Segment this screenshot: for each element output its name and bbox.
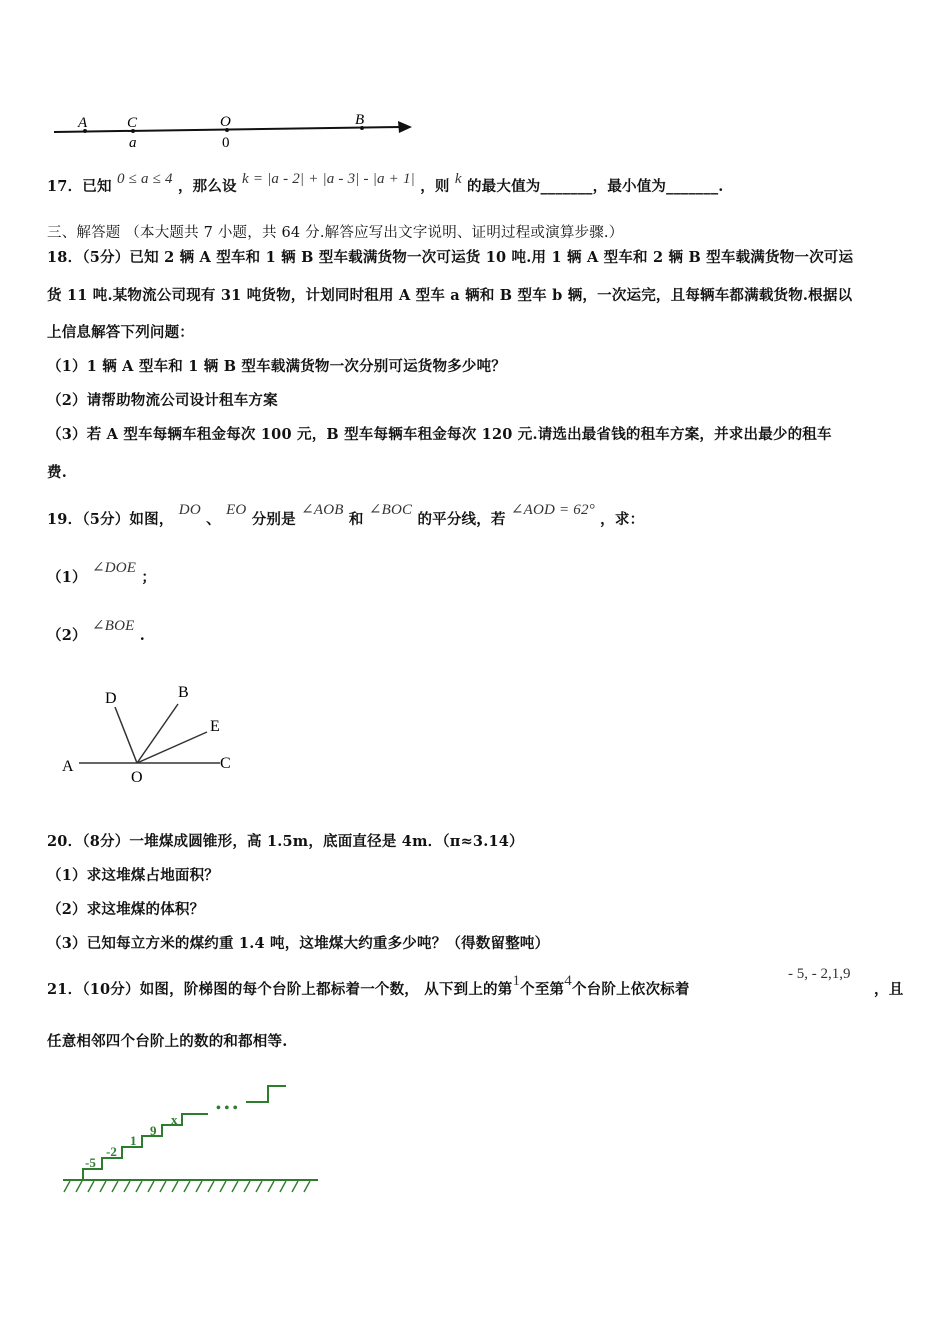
q21-line2: 任意相邻四个台阶上的数的和都相等. — [47, 1033, 288, 1050]
q19-aob: ∠AOB — [301, 502, 344, 518]
q18-part3: （3）若 A 型车每辆车租金每次 100 元，B 型车每辆车租金每次 120 元.请选出最省钱的租车方案，并求出最少的租车 — [47, 426, 832, 443]
stair-steps — [83, 1114, 208, 1180]
label-a: A — [78, 115, 88, 131]
q19-text5: ，求： — [600, 511, 645, 528]
q19-part2-end: . — [139, 627, 145, 644]
ground-hatching — [64, 1181, 310, 1192]
q19-sep: 、 — [206, 511, 221, 528]
step-label-4: 9 — [150, 1123, 157, 1138]
label-b: B — [355, 112, 365, 128]
number-line-arrow — [398, 121, 412, 133]
fig-label-d: D — [105, 690, 117, 707]
question-19 — [47, 502, 645, 529]
stair-top — [246, 1086, 286, 1102]
stairs-figure — [58, 1080, 323, 1198]
q20-line1: 20．（8分）一堆煤成圆锥形，高 1.5m，底面直径是 4m．（π≈3.14） — [47, 833, 524, 850]
label-c: C — [127, 115, 138, 131]
q19-part2-math: ∠BOE — [91, 618, 135, 634]
q17-text2: ，那么设 — [177, 178, 237, 195]
step-label-3: 1 — [130, 1133, 137, 1148]
q19-text2: 分别是 — [251, 511, 296, 528]
q18-line1: 18．（5分）已知 2 辆 A 型车和 1 辆 B 型车载满货物一次可运货 10 吨.用 1 辆 A 型车和 2 辆 B 型车载满货物一次可运 — [47, 249, 854, 266]
q19-part2-label: （2） — [47, 627, 87, 644]
label-o: O — [220, 114, 231, 130]
q21-n4: 4 — [564, 973, 572, 989]
step-dots: • • • — [216, 1101, 238, 1116]
q17-k: k — [454, 171, 462, 187]
fig-label-a: A — [62, 758, 74, 775]
step-label-1: -5 — [85, 1155, 96, 1170]
q20-part1: （1）求这堆煤占地面积？ — [47, 867, 219, 884]
question-17 — [47, 171, 724, 196]
q21-text2: 个至第 — [520, 981, 565, 998]
label-sub-a: a — [129, 135, 137, 151]
q19-eo: EO — [226, 502, 247, 518]
q19-boc: ∠BOC — [368, 502, 413, 518]
ray-od — [115, 707, 137, 763]
q19-text1: 19．（5分）如图， — [47, 511, 174, 528]
q18-line3: 上信息解答下列问题： — [47, 324, 194, 341]
q19-part1-end: ； — [141, 569, 157, 586]
q21-sequence: - 5, - 2,1,9 — [788, 966, 851, 982]
q21-text4: ，且 — [874, 981, 904, 998]
q18-line2: 货 11 吨.某物流公司现有 31 吨货物，计划同时租用 A 型车 a 辆和 B 型车 b 辆，一次运完，且每辆车都满载货物.根据以 — [47, 287, 853, 304]
fig-label-o: O — [131, 769, 143, 786]
q20-part2: （2）求这堆煤的体积？ — [47, 901, 205, 918]
q21-n1: 1 — [512, 973, 521, 989]
q20-part3: （3）已知每立方米的煤约重 1.4 吨，这堆煤大约重多少吨？（得数留整吨） — [47, 935, 550, 952]
q19-part1-label: （1） — [47, 569, 87, 586]
fig-label-e: E — [210, 718, 220, 735]
q18-part3-end: 费. — [47, 464, 67, 481]
section-3-heading: 三、解答题 （本大题共 7 小题，共 64 分.解答应写出文字说明、证明过程或演算步骤.） — [47, 225, 624, 241]
q17-condition: 0 ≤ a ≤ 4 — [116, 171, 173, 187]
label-sub-o: 0 — [222, 135, 230, 151]
q17-expression: k = |a - 2| + |a - 3| - |a + 1| — [242, 171, 415, 187]
q17-text3: ，则 — [420, 178, 450, 195]
angle-figure — [55, 680, 255, 790]
step-label-2: -2 — [106, 1144, 117, 1159]
q21-text1: 21．（10分）如图，阶梯图的每个台阶上都标着一个数， 从下到上的第 — [47, 981, 513, 998]
q17-prefix: 17．已知 — [47, 178, 112, 195]
q19-part1-math: ∠DOE — [91, 560, 137, 576]
q19-part1 — [47, 560, 157, 587]
number-line-figure — [40, 105, 440, 155]
step-label-5: x — [171, 1112, 178, 1127]
q19-text3: 和 — [348, 511, 364, 528]
q17-text4: 的最大值为_______，最小值为_______. — [466, 178, 724, 195]
q18-part2: （2）请帮助物流公司设计租车方案 — [47, 392, 278, 409]
fig-label-c: C — [220, 755, 231, 772]
q19-text4: 的平分线，若 — [417, 511, 506, 528]
q19-part2 — [47, 618, 145, 645]
q21-text3: 个台阶上依次标着 — [571, 981, 690, 998]
fig-label-b: B — [178, 684, 189, 701]
q19-do: DO — [178, 502, 201, 518]
q19-aod: ∠AOD = 62° — [510, 502, 595, 518]
q18-part1: （1）1 辆 A 型车和 1 辆 B 型车载满货物一次分别可运货物多少吨？ — [47, 358, 507, 375]
question-21 — [47, 973, 690, 999]
